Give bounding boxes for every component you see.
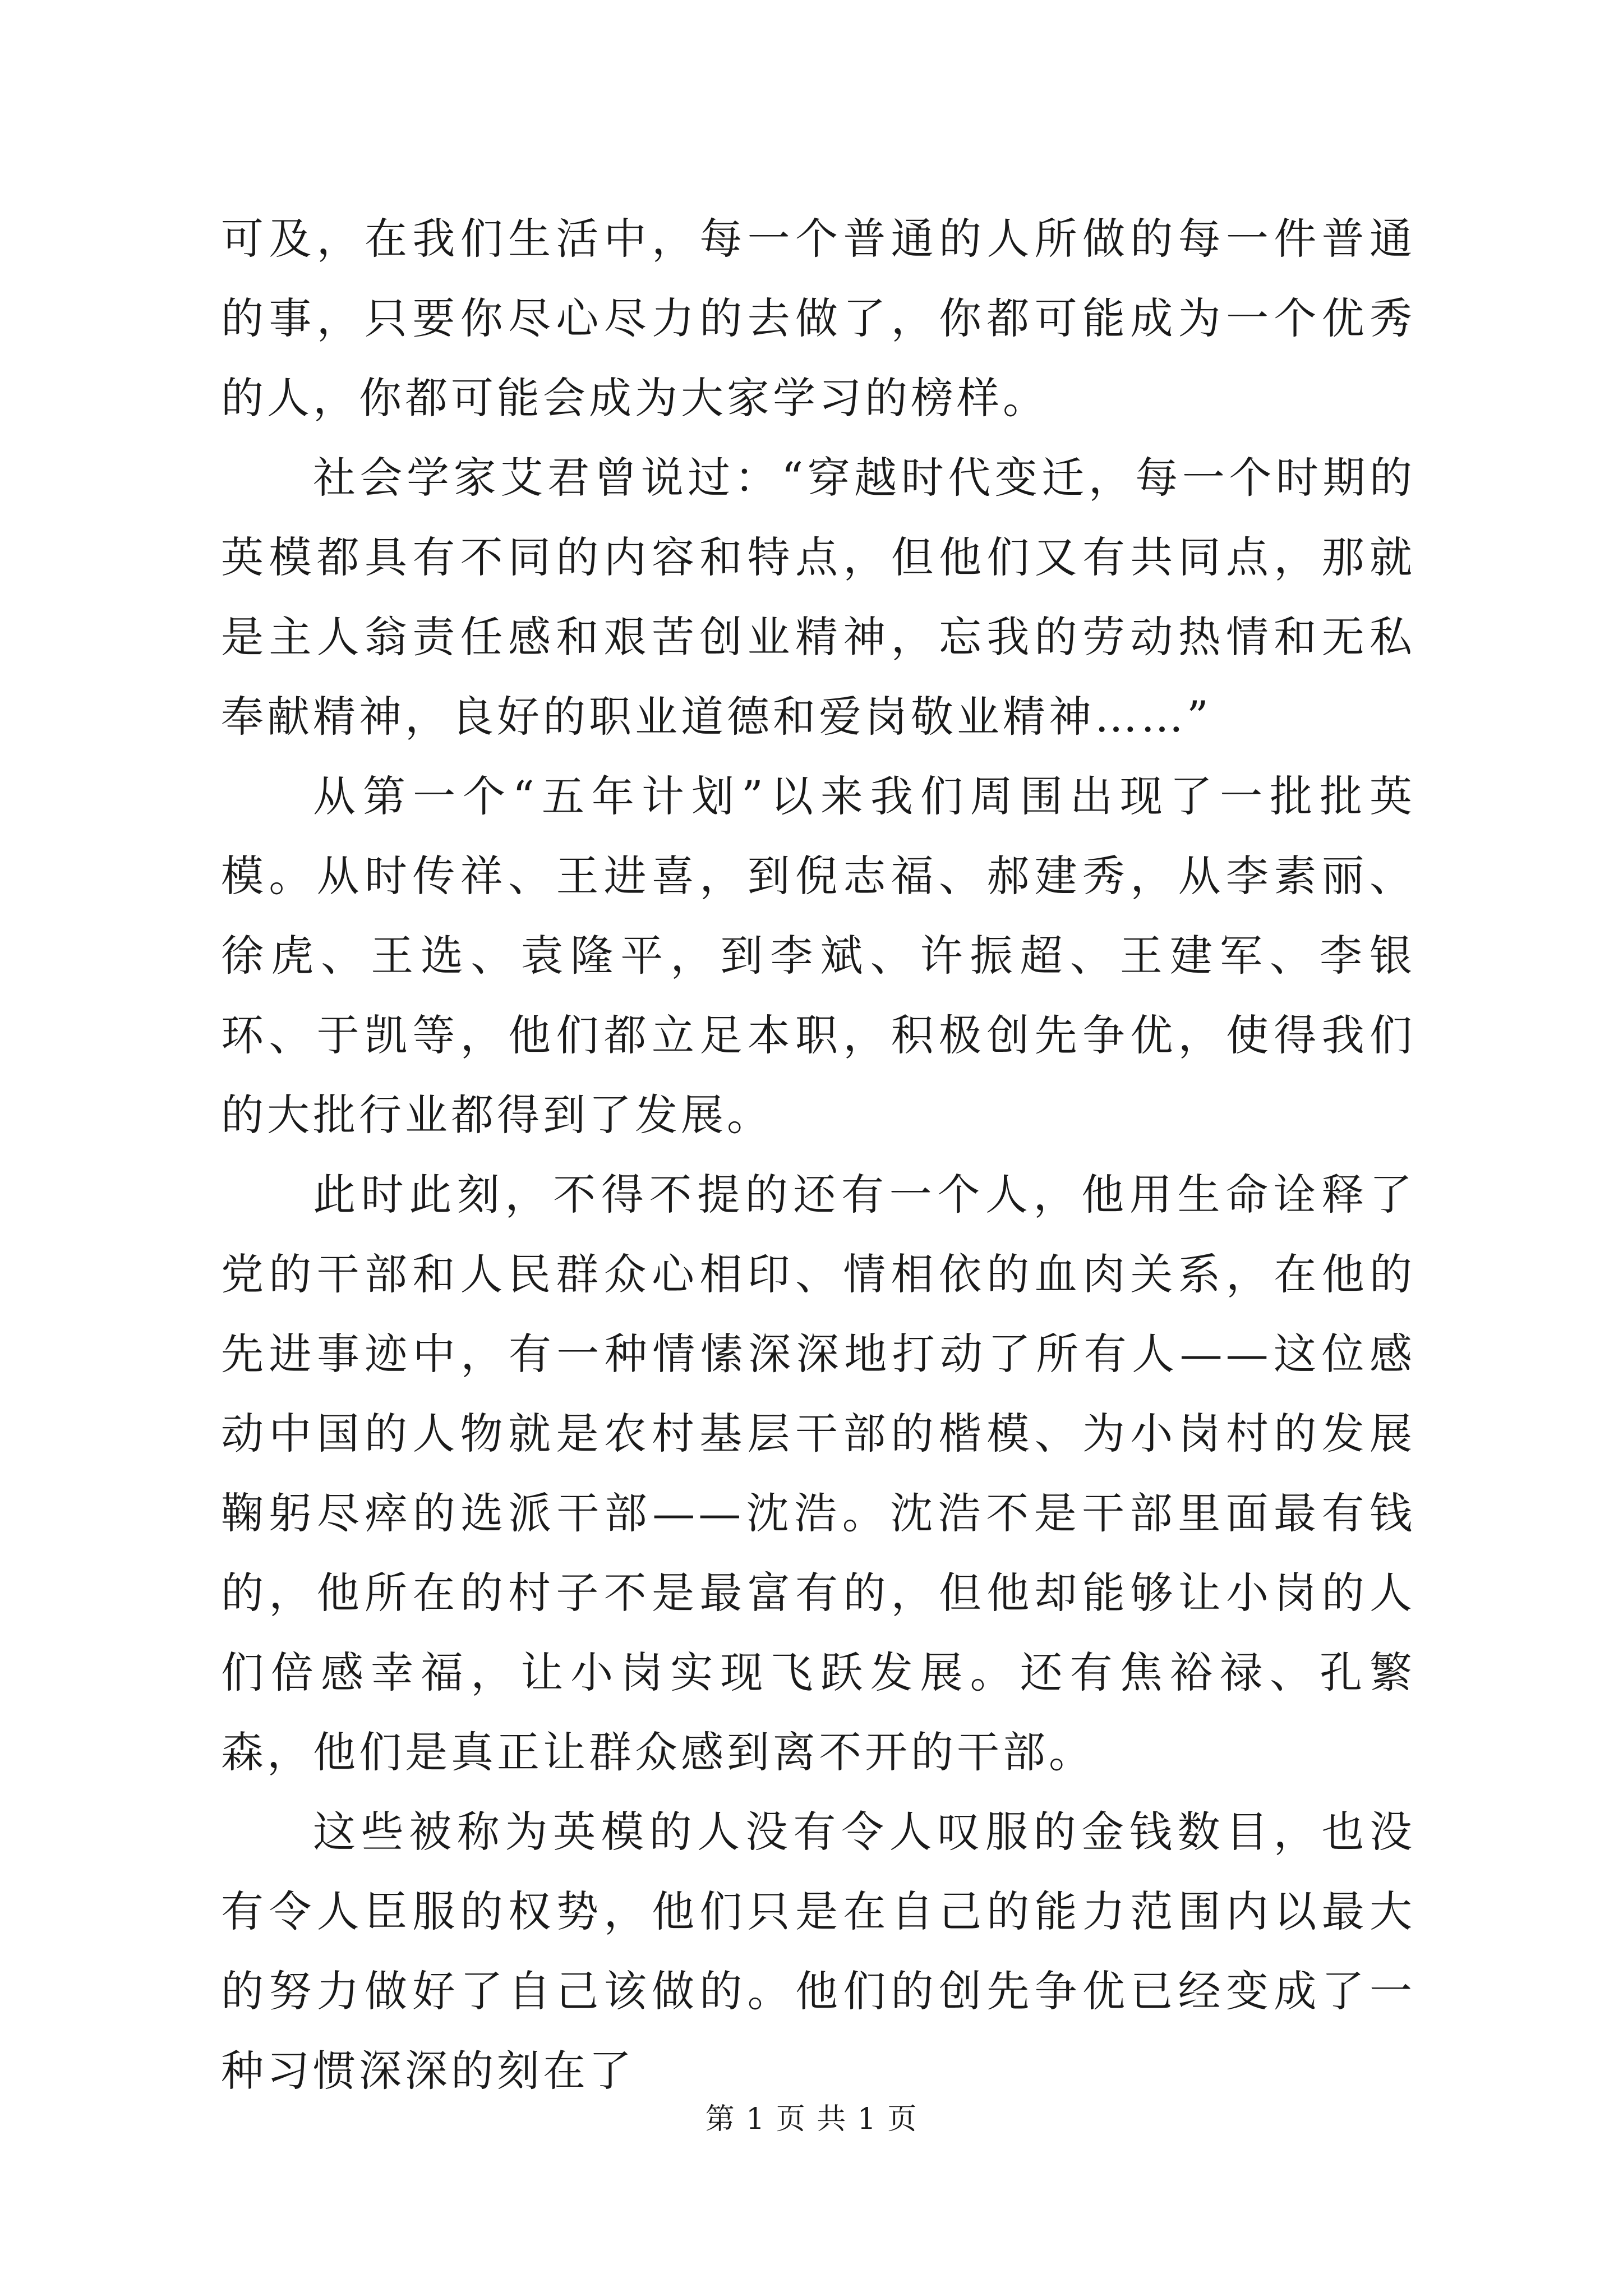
paragraph-1: 可及，在我们生活中，每一个普通的人所做的每一件普通的事，只要你尽心尽力的去做了，你都可能成为一个优秀的人，你都可能会成为大家学习的榜样。 xyxy=(221,214,1415,423)
paragraph-2: 社会学家艾君曾说过：“穿越时代变迁，每一个时期的英模都具有不同的内容和特点，但他们又有共同点，那就是主人翁责任感和艰苦创业精神，忘我的劳动热情和无私奉献精神，良好的职业道德和爱岗敬业精神……” xyxy=(221,453,1415,742)
paragraph-3: 从第一个“五年计划”以来我们周围出现了一批批英模。从时传祥、王进喜，到倪志福、郝建秀，从李素丽、徐虎、王选、袁隆平，到李斌、许振超、王建军、李银环、于凯等，他们都立足本职，积极创先争优，使得我们的大批行业都得到了发展。 xyxy=(221,771,1415,1140)
page-number-footer: 第 1 页 共 1 页 xyxy=(705,2102,918,2136)
paragraph-4: 此时此刻，不得不提的还有一个人，他用生命诠释了党的干部和人民群众心相印、情相依的血肉关系，在他的先进事迹中，有一种情愫深深地打动了所有人——这位感动中国的人物就是农村基层干部的楷模、为小岗村的发展鞠躬尽瘁的选派干部——沈浩。沈浩不是干部里面最有钱的，他所在的村子不是最富有的，但他却能够让小岗的人们倍感幸福，让小岗实现飞跃发展。还有焦裕禄、孔繁森，他们是真正让群众感到离不开的干部。 xyxy=(221,1170,1415,1777)
paragraph-5: 这些被称为英模的人没有令人叹服的金钱数目，也没有令人臣服的权势，他们只是在自己的能力范围内以最大的努力做好了自己该做的。他们的创先争优已经变成了一种习惯深深的刻在了 xyxy=(221,1807,1415,2096)
document-body xyxy=(221,199,1415,2111)
